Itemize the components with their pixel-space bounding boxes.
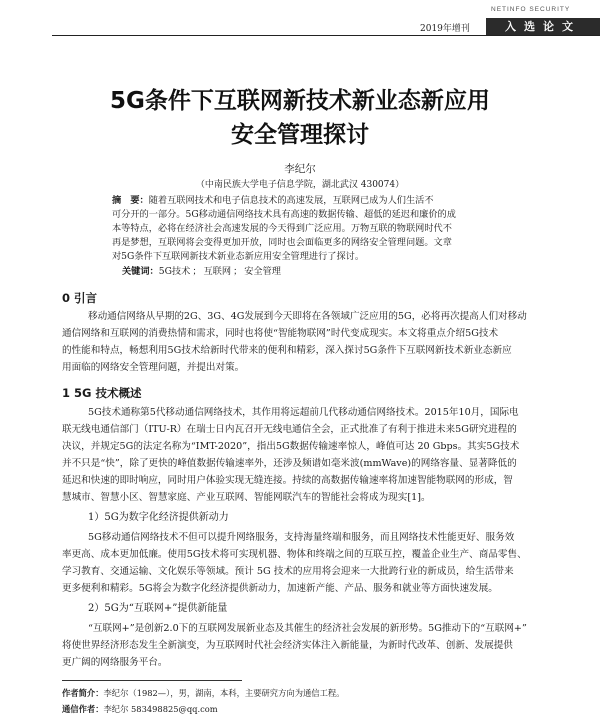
body-line: 更广阔的网络服务平台。 [62, 657, 168, 668]
body-line: 5G技术通称第5代移动通信网络技术，其作用将远超前几代移动通信网络技术。2015年10月，国际电 [88, 407, 519, 418]
author-bio-label: 作者简介： [62, 688, 104, 698]
issue-year: 2019年增刊 [420, 24, 470, 34]
body-line: 决议，并规定5G的法定名称为“IMT-2020”，指出5G数据传输速率惊人，峰值可达 20 Gbps。其实5G技术 [62, 441, 520, 452]
section-heading-1: 1 5G 技术概述 [62, 386, 142, 400]
keywords-label: 关键词： [122, 266, 159, 277]
paper-title-line-1: 5G条件下互联网新技术新业态新应用 [110, 88, 490, 114]
abstract-line: 本等特点，必将在经济社会高速发展的今天得到广泛应用。万物互联的物联网时代不 [112, 223, 452, 234]
author-affiliation: （中南民族大学电子信息学院，湖北武汉 430074） [195, 180, 405, 190]
paper-title-line-2: 安全管理探讨 [231, 122, 369, 148]
header-rule [52, 35, 600, 36]
body-line: 并不只是“快”，除了更快的峰值数据传输速率外，还涉及频谱如毫米波(mmWave)的网络容量、显著降低的 [62, 458, 517, 469]
body-line: 将使世界经济形态发生全新演变，为互联网时代社会经济实体注入新能量，为新时代改革、创新、发展提供 [62, 640, 513, 651]
subsection-heading-1-2: 2）5G为“互联网+”提供新能量 [88, 603, 228, 614]
section-label: 入选论文 [505, 20, 581, 33]
body-line: 5G移动通信网络技术不但可以提升网络服务，支持海量终端和服务，而且网络技术性能更好、服务效 [88, 532, 515, 543]
body-line: 学习教育、交通运输、文化娱乐等领域。预计 5G 技术的应用将会迎来一大批跨行业的新成员，给生活带来 [62, 566, 514, 577]
keywords: 关键词：5G技术 ； 互联网 ； 安全管理 [122, 266, 281, 277]
abstract-line: 可分开的一部分。5G移动通信网络技术具有高速的数据传输、超低的延迟和廉价的成 [112, 209, 456, 220]
abstract-line: 摘 要：随着互联网技术和电子信息技术的高速发展，互联网已成为人们生活不 [112, 195, 434, 206]
body-line: 移动通信网络从早期的2G、3G、4G发展到今天即将在各领域广泛应用的5G，必将再次提高人们对移动 [88, 311, 527, 322]
keyword: 互联网 [203, 266, 232, 277]
body-line: 联无线电通信部门（ITU-R）在瑞士日内瓦召开无线电通信全会，正式批准了有利于推进未来5G研究进程的 [62, 424, 517, 435]
body-line: 率更高、成本更加低廉。使用5G技术将可实现机器、物体和终端之间的互联互控，覆盖企业生产、商品零售、 [62, 549, 527, 560]
body-line: “互联网+”是创新2.0下的互联网发展新业态及其催生的经济社会发展的新形势。5G推动下的“互联网+” [88, 623, 527, 634]
corresponding-author: 通信作者：李纪尔 583498825@qq.com [62, 704, 218, 714]
body-line: 用面临的网络安全管理问题，并提出对策。 [62, 362, 245, 373]
keyword: 5G技术 [158, 266, 191, 277]
footnote-rule [62, 680, 242, 681]
author-name: 李纪尔 [284, 163, 316, 175]
abstract-line: 再是梦想，互联网将会变得更加开放，同时也会面临更多的网络安全管理问题。文章 [112, 237, 452, 248]
body-line: 慧城市、智慧小区、智慧家庭、产业互联网、智能网联汽车的智能社会将成为现实[1]。 [62, 492, 431, 503]
corresponding-author-label: 通信作者： [62, 704, 104, 714]
abstract-label: 摘 要： [112, 195, 149, 206]
section-heading-intro: 0 引言 [62, 291, 98, 305]
author-bio: 作者简介：李纪尔（1982—），男，湖南，本科，主要研究方向为通信工程。 [62, 688, 345, 698]
body-line: 更多便利和精彩。5G将会为数字化经济提供新动力，加速新产能、产品、服务和就业等方面快速发展。 [62, 583, 498, 594]
journal-name: NETINFO SECURITY [491, 6, 571, 13]
keyword: 安全管理 [244, 266, 281, 277]
subsection-heading-1-1: 1）5G为数字化经济提供新动力 [88, 512, 229, 523]
body-line: 延迟和快速的即时响应，同时用户体验实现无缝连接。持续的高数据传输速率将加速智能物联网的形成，智 [62, 475, 513, 486]
body-line: 通信网络和互联网的消费热情和需求，同时也将使“智能物联网”时代变成现实。本文将重点介绍5G技术 [62, 328, 499, 339]
abstract-line: 对5G条件下互联网新技术新业态新应用安全管理进行了探讨。 [112, 251, 365, 262]
body-line: 的性能和特点，畅想利用5G技术给新时代带来的便利和精彩，深入探讨5G条件下互联网新技术新业态新应 [62, 345, 512, 356]
